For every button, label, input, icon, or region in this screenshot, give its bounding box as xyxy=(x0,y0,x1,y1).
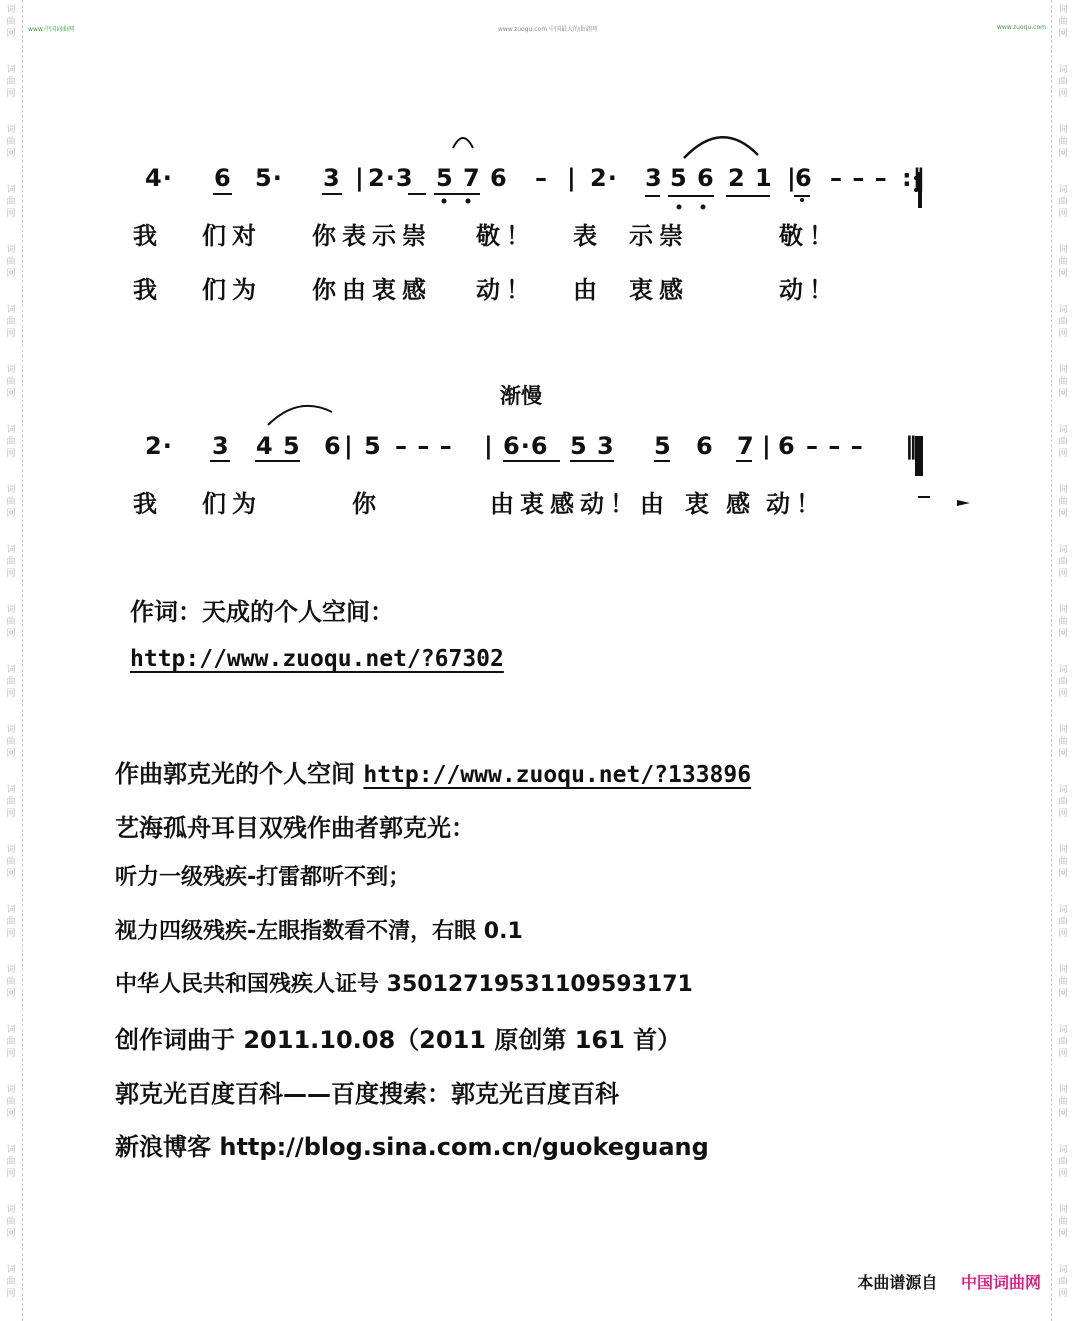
watermark-text: 词 曲 网 xyxy=(1058,845,1068,879)
lyric-syllable: 由衷感动！由 xyxy=(490,490,670,518)
lyric-syllable: 动！ xyxy=(779,276,839,304)
watermark-text: 词 曲 网 xyxy=(6,65,16,99)
watermark-text: 词 曲 网 xyxy=(6,245,16,279)
watermark-text: 词 曲 网 xyxy=(1058,1265,1068,1299)
numbered-note: 6 xyxy=(214,164,232,192)
numbered-note: | xyxy=(762,432,772,460)
watermark-text: 词 曲 网 xyxy=(1058,665,1068,699)
header-left-text: www.中国词曲网 xyxy=(28,26,75,33)
watermark-text: 词 曲 网 xyxy=(6,425,16,459)
watermark-text: 词 曲 网 xyxy=(1058,725,1068,759)
numbered-note: 4 5 xyxy=(256,432,301,460)
watermark-text: 词 曲 网 xyxy=(1058,605,1068,639)
bio-line: 新浪博客 http://blog.sina.com.cn/guokeguang xyxy=(115,1133,709,1161)
numbered-note: 6 xyxy=(795,164,813,192)
watermark-text: 词 曲 网 xyxy=(1058,5,1068,39)
numbered-note: 2 1 xyxy=(728,164,773,192)
watermark-text: 词 曲 网 xyxy=(6,1205,16,1239)
watermark-text: 词 曲 网 xyxy=(1058,1145,1068,1179)
bio-line: 视力四级残疾-左眼指数看不清，右眼 0.1 xyxy=(115,919,523,944)
watermark-text: 词 曲 网 xyxy=(6,905,16,939)
lyric-syllable: 你由衷感 xyxy=(312,276,432,304)
lyric-syllable: 我 xyxy=(133,276,163,304)
watermark-text: 词 曲 网 xyxy=(1058,905,1068,939)
numbered-note: 5· xyxy=(255,164,283,192)
header-center-text: www.zuoqu.com 中国最大的曲谱网 xyxy=(498,26,597,33)
watermark-text: 词 曲 网 xyxy=(1058,305,1068,339)
watermark-text: 词 曲 网 xyxy=(6,485,16,519)
numbered-note: 7 xyxy=(737,432,755,460)
numbered-note: 5 7 xyxy=(436,164,481,192)
watermark-text: 词 曲 网 xyxy=(6,185,16,219)
bio-line: 创作词曲于 2011.10.08（2011 原创第 161 首） xyxy=(115,1026,682,1054)
lyric-syllable: 衷 xyxy=(685,490,715,518)
lyric-syllable: 敬！ xyxy=(779,222,839,250)
watermark-text: 词 曲 网 xyxy=(6,1085,16,1119)
numbered-note: 5 6 xyxy=(670,164,715,192)
bio-line: 听力一级残疾-打雷都听不到； xyxy=(115,865,411,890)
watermark-text: 词 曲 网 xyxy=(1058,1025,1068,1059)
numbered-note: – – – xyxy=(806,432,864,460)
bio-line: 郭克光百度百科——百度搜索：郭克光百度百科 xyxy=(115,1080,619,1108)
numbered-note: 3 xyxy=(645,164,663,192)
footer-prefix: 本曲谱源自 xyxy=(857,1273,938,1292)
lyric-syllable: 动！ xyxy=(476,276,536,304)
numbered-note: 6 xyxy=(696,432,714,460)
watermark-text: 词 曲 网 xyxy=(1058,785,1068,819)
lyric-syllable: 我 xyxy=(133,490,163,518)
numbered-note: 2· xyxy=(590,164,618,192)
lyricist-credit: 作词：天成的个人空间： xyxy=(130,598,394,626)
tempo-mark: 渐慢 xyxy=(500,384,542,408)
numbered-note: 5 xyxy=(364,432,382,460)
footer-brand-link[interactable]: 中国词曲网 xyxy=(960,1273,1041,1292)
watermark-text: 词 曲 网 xyxy=(6,1145,16,1179)
watermark-text: 词 曲 网 xyxy=(6,605,16,639)
lyric-syllable: 敬！ xyxy=(476,222,536,250)
watermark-text: 词 曲 网 xyxy=(1058,65,1068,99)
composer-credit-prefix: 作曲郭克光的个人空间 xyxy=(115,760,355,788)
numbered-note: | xyxy=(567,164,577,192)
numbered-note: 6 xyxy=(324,432,342,460)
numbered-note: 5 xyxy=(654,432,672,460)
lyric-syllable: 示崇 xyxy=(629,222,689,250)
watermark-text: 词 曲 网 xyxy=(6,545,16,579)
numbered-note: 4· xyxy=(145,164,173,192)
numbered-note: 3 xyxy=(323,164,341,192)
watermark-text: 词 曲 网 xyxy=(6,305,16,339)
lyric-syllable: 表 xyxy=(573,222,603,250)
numbered-note: | xyxy=(344,432,354,460)
numbered-note: – – – xyxy=(395,432,453,460)
watermark-text: 词 曲 网 xyxy=(6,1265,16,1299)
numbered-note: 6 xyxy=(490,164,508,192)
lyric-syllable: 我 xyxy=(133,222,163,250)
watermark-text: 词 曲 网 xyxy=(1058,1085,1068,1119)
numbered-note: :‖ xyxy=(902,164,926,192)
lyric-syllable: 你 xyxy=(352,490,382,518)
numbered-note: 6·6 xyxy=(503,432,549,460)
lyric-syllable: 感 xyxy=(726,490,756,518)
lyric-syllable: 们对 xyxy=(202,222,262,250)
numbered-note: 2·3 xyxy=(368,164,414,192)
bio-line: 艺海孤舟耳目双残作曲者郭克光： xyxy=(115,814,475,842)
watermark-text: 词 曲 网 xyxy=(6,845,16,879)
watermark-text: 词 曲 网 xyxy=(1058,125,1068,159)
watermark-text: 词 曲 网 xyxy=(1058,365,1068,399)
watermark-text: 词 曲 网 xyxy=(1058,185,1068,219)
bio-line: 中华人民共和国残疾人证号 35012719531109593171 xyxy=(115,972,693,997)
numbered-note: – xyxy=(535,164,548,192)
watermark-text: 词 曲 网 xyxy=(1058,485,1068,519)
numbered-note: 6 xyxy=(778,432,796,460)
watermark-text: 词 曲 网 xyxy=(1058,965,1068,999)
watermark-text: 词 曲 网 xyxy=(6,125,16,159)
composer-link[interactable]: http://www.zuoqu.net/?133896 xyxy=(363,762,752,788)
watermark-text: 词 曲 网 xyxy=(1058,425,1068,459)
numbered-note: 2· xyxy=(145,432,173,460)
lyric-syllable: 由 xyxy=(573,276,603,304)
watermark-text: 词 曲 网 xyxy=(1058,1205,1068,1239)
lyricist-link[interactable]: http://www.zuoqu.net/?67302 xyxy=(130,646,504,672)
watermark-text: 词 曲 网 xyxy=(6,5,16,39)
lyric-syllable: 你表示崇 xyxy=(312,222,432,250)
lyric-syllable: 动！ xyxy=(766,490,826,518)
numbered-note: ‖ xyxy=(905,432,918,460)
footer-source xyxy=(857,1270,1041,1293)
lyric-syllable: 们为 xyxy=(202,490,262,518)
numbered-note: – – – xyxy=(830,164,888,192)
watermark-text: 词 曲 网 xyxy=(6,785,16,819)
lyric-syllable: 们为 xyxy=(202,276,262,304)
header-right-text: www.zuoqu.com xyxy=(996,24,1046,31)
watermark-text: 词 曲 网 xyxy=(6,1025,16,1059)
watermark-text: 词 曲 网 xyxy=(1058,245,1068,279)
composer-credit xyxy=(115,754,751,789)
watermark-text: 词 曲 网 xyxy=(6,365,16,399)
watermark-text: 词 曲 网 xyxy=(6,665,16,699)
numbered-note: 3 xyxy=(212,432,230,460)
numbered-note: | xyxy=(787,164,797,192)
numbered-note: | xyxy=(484,432,494,460)
numbered-note: 5 3 xyxy=(570,432,615,460)
watermark-text: 词 曲 网 xyxy=(6,725,16,759)
watermark-text: 词 曲 网 xyxy=(6,965,16,999)
lyric-syllable: 衷感 xyxy=(629,276,689,304)
watermark-text: 词 曲 网 xyxy=(1058,545,1068,579)
numbered-note: | xyxy=(355,164,365,192)
